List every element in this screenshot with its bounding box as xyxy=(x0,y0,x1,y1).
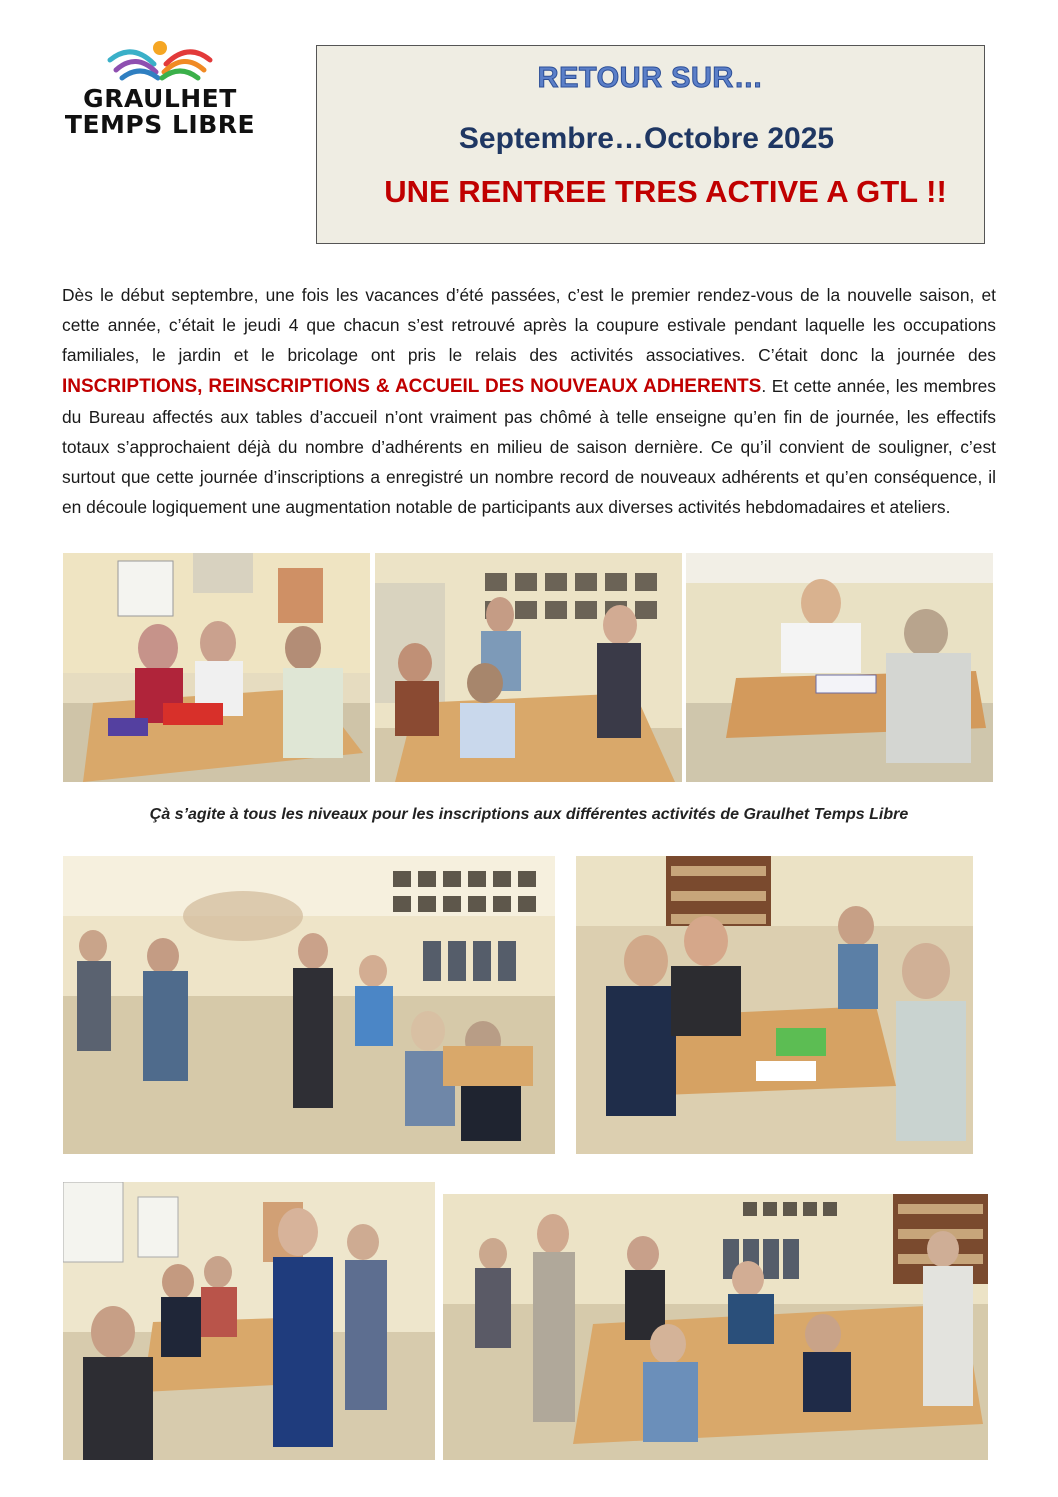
graulhet-temps-libre-logo xyxy=(62,38,258,138)
photo-hall-tables xyxy=(63,1182,435,1460)
photo-registration-table-3 xyxy=(686,553,993,782)
photo-registration-table-2 xyxy=(375,553,682,782)
photo-table-group xyxy=(576,856,973,1154)
date-subtitle: Septembre…Octobre 2025 xyxy=(458,122,835,155)
sunrise-book-icon xyxy=(102,38,218,82)
photo-hall-overview xyxy=(443,1194,988,1460)
retour-title: RETOUR SUR… xyxy=(537,62,764,94)
photo-caption: Çà s’agite à tous les niveaux pour les inscriptions aux différentes activités de Graulhet Temps Libre xyxy=(149,806,909,823)
header-box xyxy=(316,45,985,244)
article-text-part-2: . Et cette année, les membres du Bureau affectés aux tables d’accueil n’ont vraiment pas chômé à telle enseigne qu’en fin de journée, les effectifs totaux s’approchaient déjà du nombre d’adhérents en milieu de saison dernière. Ce qu’il convient de souligner, c’est surtout que cette journée d’inscriptions a enregistré un nombre record de nouveaux adhérents et qu’en conséquence, il en découle logiquement une augmentation notable de participants aux diverses activités hebdomadaires et ateliers. xyxy=(62,375,996,518)
logo-line-2: TEMPS LIBRE xyxy=(64,110,256,139)
photo-hall-crowd xyxy=(63,856,555,1154)
article-highlight: INSCRIPTIONS, REINSCRIPTIONS & ACCUEIL DES NOUVEAUX ADHERENTS xyxy=(62,375,762,397)
article-text-part-1: Dès le début septembre, une fois les vacances d’été passées, c’est le premier rendez-vous de la nouvelle saison, et cette année, c’était le jeudi 4 que chacun s’est retrouvé après la coupure estivale pendant laquelle les occupations familiales, le jardin et le bricolage ont pris le relais des activités associatives. C’était donc la journée des xyxy=(62,285,996,366)
article-paragraph xyxy=(62,280,996,523)
photo-registration-table-1 xyxy=(63,553,370,782)
headline: UNE RENTREE TRES ACTIVE A GTL !! xyxy=(384,174,947,209)
logo-line-1: GRAULHET xyxy=(83,84,237,113)
